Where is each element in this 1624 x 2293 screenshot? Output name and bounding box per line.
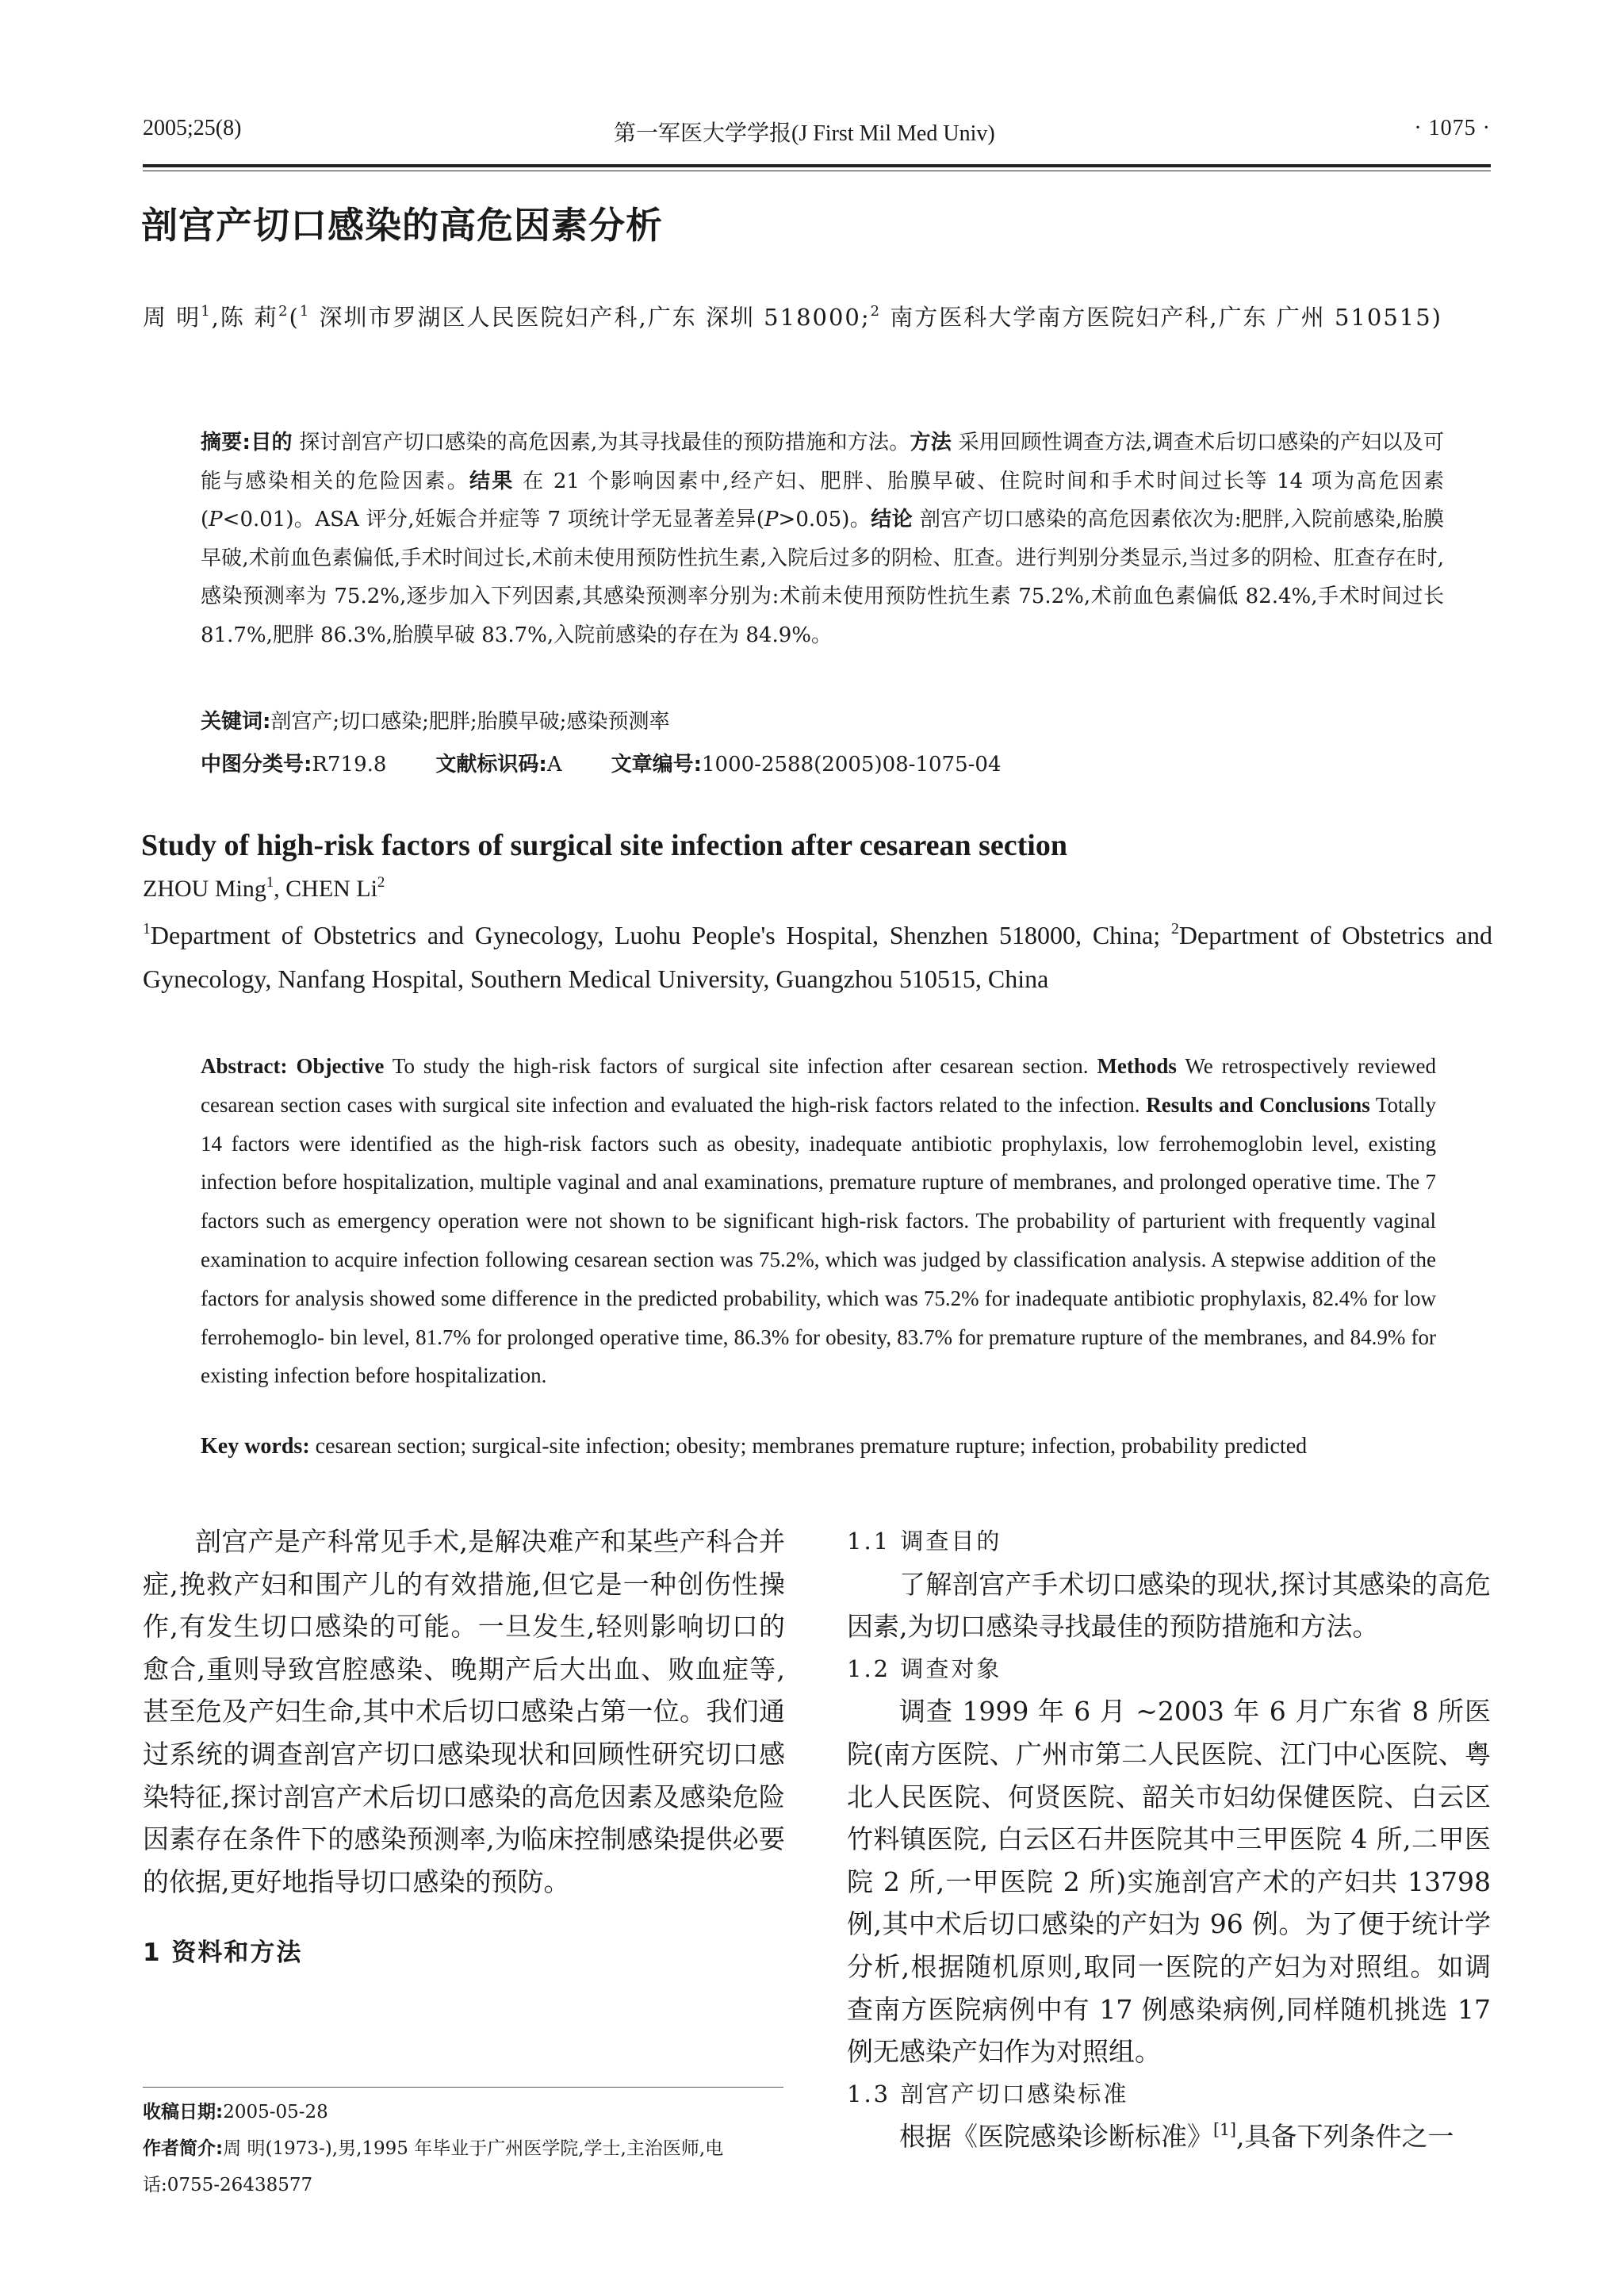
- author-bio-label: 作者简介:: [143, 2138, 224, 2159]
- conclusion-label: 结论: [871, 508, 914, 531]
- objective-text: 探讨剖宫产切口感染的高危因素,为其寻找最佳的预防措施和方法。: [292, 431, 910, 454]
- doc-code-value: A: [546, 753, 562, 776]
- paragraph-text: ,具备下列条件之一: [1235, 2121, 1454, 2153]
- affiliation-mark: 2: [278, 303, 289, 320]
- abstract-label: Abstract:: [201, 1054, 288, 1078]
- result-text: >0.05)。: [778, 508, 871, 531]
- received-value: 2005-05-28: [223, 2102, 328, 2122]
- authors-en: [143, 876, 385, 903]
- results-label: Results and Conclusions: [1146, 1092, 1370, 1117]
- body-right-column: [847, 1520, 1491, 2158]
- affiliation-1: Department of Obstetrics and Gynecology, Luohu People's Hospital, Shenzhen 518000, China;: [150, 921, 1171, 949]
- classification-cn: [201, 748, 1444, 777]
- authors-cn: [143, 295, 1491, 339]
- abstract-en: [201, 1047, 1436, 1395]
- affiliations-en: [143, 914, 1492, 1001]
- page-number: · 1075 ·: [1414, 116, 1491, 140]
- received-label: 收稿日期:: [143, 2102, 224, 2122]
- section-heading-1: 1 资料和方法: [143, 1938, 303, 1968]
- article-id-value: 1000-2588(2005)08-1075-04: [702, 753, 1002, 776]
- p-value-symbol: P: [209, 508, 223, 531]
- affiliation-mark: 1: [299, 303, 311, 320]
- clc-label: 中图分类号:: [201, 753, 312, 776]
- results-text: Totally 14 factors were identified as the high-risk factors such as obesity, inadequate antibiotic prophylaxis, low ferrohemoglobin level, existing infection before hospitalization, multiple vaginal and anal examinations, premature rupture of membranes, and prolonged operative time. The 7 factors such as emergency operation were not shown to be significant high-risk factors. The probability of parturient with frequently vaginal examination to acquire infection following cesarean section was 75.2%, which was judged by classification analysis. A stepwise addition of the factors for analysis showed some difference in the predicted probability, which was 75.2% for inadequate antibiotic prophylaxis, 82.4% for low ferrohemoglo- bin level, 81.7% for prolonged operative time, 86.3% for obesity, 83.7% for premature rupture of the membranes, and 84.9% for existing infection before hospitalization.: [201, 1092, 1437, 1388]
- subheading-1-1: 1.1 调查目的: [847, 1528, 1002, 1555]
- conclusion-text: 剖宫产切口感染的高危因素依次为:肥胖,入院前感染,胎膜早破,术前血色素偏低,手术时间过长,术前未使用预防性抗生素,入院后过多的阴检、肛查。进行判别分类显示,当过多的阴检、肛查存在时,感染预测率为 75.2%,逐步加入下列因素,其感染预测率分别为:术前未使用预防性抗生素 75.2%,术前血色素偏低 82.4%,手术时间过长 81.7%,肥胖 86.3%,胎膜早破 83.7%,入院前感染的存在为 84.9%。: [201, 508, 1444, 647]
- paragraph-1-2: 调查 1999 年 6 月 ~2003 年 6 月广东省 8 所医院(南方医院、广州市第二人民医院、江门中心医院、粤北人民医院、何贤医院、韶关市妇幼保健医院、白云区竹料镇医院, 白云区石井医院其中三甲医院 4 所,二甲医院 2 所,一甲医院 2 所)实施剖宫产术的产妇共 13798 例,其中术后切口感染的产妇为 96 例。为了便于统计学分析,根据随机原则,取同一医院的产妇为对照组。如调查南方医院病例中有 17 例感染病例,同样随机挑选 17 例无感染产妇作为对照组。: [847, 1696, 1491, 2068]
- paper-title-en: Study of high-risk factors of surgical site infection after cesarean section: [141, 829, 1067, 862]
- clc-value: R719.8: [312, 753, 387, 776]
- p-value-symbol: P: [764, 508, 779, 531]
- header-rule: [143, 164, 1491, 171]
- affiliation-mark: 2: [377, 874, 385, 892]
- received-date: [143, 2094, 785, 2130]
- footnote-rule: [143, 2087, 783, 2088]
- paragraph-text: 根据《医院感染诊断标准》: [899, 2121, 1213, 2153]
- keywords-label: Key words:: [201, 1434, 310, 1459]
- body-left-column: [143, 1520, 785, 2000]
- objective-label: Objective: [296, 1054, 385, 1078]
- objective-text: To study the high-risk factors of surgical site infection after cesarean section.: [384, 1054, 1097, 1078]
- author-name: , CHEN Li: [274, 876, 377, 902]
- author-name: ,陈 莉: [211, 304, 279, 331]
- affiliation-2: Department of Obstetrics and Gynecology, Nanfang Hospital, Southern Medical University, Guangzhou 510515, China: [143, 921, 1493, 993]
- journal-issue: 2005;25(8): [143, 116, 242, 140]
- affiliation-2: 南方医科大学南方医院妇产科,广东 广州 510515): [881, 304, 1442, 331]
- affiliation-mark: 2: [1170, 920, 1179, 938]
- affiliation-mark: 2: [870, 303, 882, 320]
- affiliation-1: 深圳市罗湖区人民医院妇产科,广东 深圳 518000;: [310, 304, 871, 331]
- result-label: 结果: [469, 469, 515, 493]
- affiliation-mark: 1: [201, 303, 212, 320]
- keywords-label: 关键词:: [201, 710, 271, 734]
- footnote: [143, 2094, 785, 2203]
- author-name: ZHOU Ming: [143, 876, 266, 902]
- paren: (: [289, 304, 300, 331]
- author-bio: [143, 2130, 785, 2203]
- subheading-1-2: 1.2 调查对象: [847, 1655, 1002, 1682]
- abstract-label: 摘要:: [201, 431, 251, 454]
- keywords-en: [201, 1434, 1444, 1459]
- running-header: [143, 116, 1491, 152]
- author-name: 周 明: [143, 304, 201, 331]
- citation-ref: [1]: [1213, 2120, 1236, 2140]
- keywords-text: 剖宫产;切口感染;肥胖;胎膜早破;感染预测率: [270, 710, 670, 734]
- method-text: 采用回顾性调查方法,调查术后切口感染的产妇以及可能与感染相关的危险因素。: [201, 431, 1444, 493]
- keywords-text: cesarean section; surgical-site infection; obesity; membranes premature rupture; infection, probability predicted: [309, 1434, 1308, 1459]
- paragraph-1-3: [847, 2115, 1491, 2158]
- keywords-cn: [201, 705, 1444, 734]
- author-bio-text: 周 明(1973-),男,1995 年毕业于广州医学院,学士,主治医师,电话:0755-26438577: [143, 2138, 724, 2195]
- doc-code-label: 文献标识码:: [435, 753, 547, 776]
- abstract-cn: [201, 424, 1444, 654]
- result-text: <0.01)。ASA 评分,妊娠合并症等 7 项统计学无显著差异(: [222, 508, 765, 531]
- objective-label: 目的: [250, 431, 293, 454]
- paragraph-1-1: 了解剖宫产手术切口感染的现状,探讨其感染的高危因素,为切口感染寻找最佳的预防措施和方法。: [847, 1568, 1491, 1643]
- method-label: 方法: [910, 431, 952, 454]
- affiliation-mark: 1: [266, 874, 274, 892]
- paper-title-cn: 剖宫产切口感染的高危因素分析: [141, 204, 663, 247]
- intro-paragraph: 剖宫产是产科常见手术,是解决难产和某些产科合并症,挽救产妇和围产儿的有效措施,但它是一种创伤性操作,有发生切口感染的可能。一旦发生,轻则影响切口的愈合,重则导致宫腔感染、晚期产后大出血、败血症等,甚至危及产妇生命,其中术后切口感染占第一位。我们通过系统的调查剖宫产切口感染现状和回顾性研究切口感染特征,探讨剖宫产术后切口感染的高危因素及感染危险因素存在条件下的感染预测率,为临床控制感染提供必要的依据,更好地指导切口感染的预防。: [143, 1526, 785, 1897]
- methods-label: Methods: [1097, 1054, 1177, 1078]
- result-text: 在 21 个影响因素中,经产妇、肥胖、胎膜早破、住院时间和手术时间过长等 14 项为高危因素(: [201, 469, 1444, 531]
- journal-name: 第一军医大学学报(J First Mil Med Univ): [614, 121, 995, 146]
- subheading-1-3: 1.3 剖宫产切口感染标准: [847, 2080, 1129, 2107]
- methods-text: We retrospectively reviewed cesarean section cases with surgical site infection and evaluated the high-risk factors related to the infection.: [201, 1054, 1437, 1117]
- affiliation-mark: 1: [143, 920, 151, 938]
- article-id-label: 文章编号:: [611, 753, 703, 776]
